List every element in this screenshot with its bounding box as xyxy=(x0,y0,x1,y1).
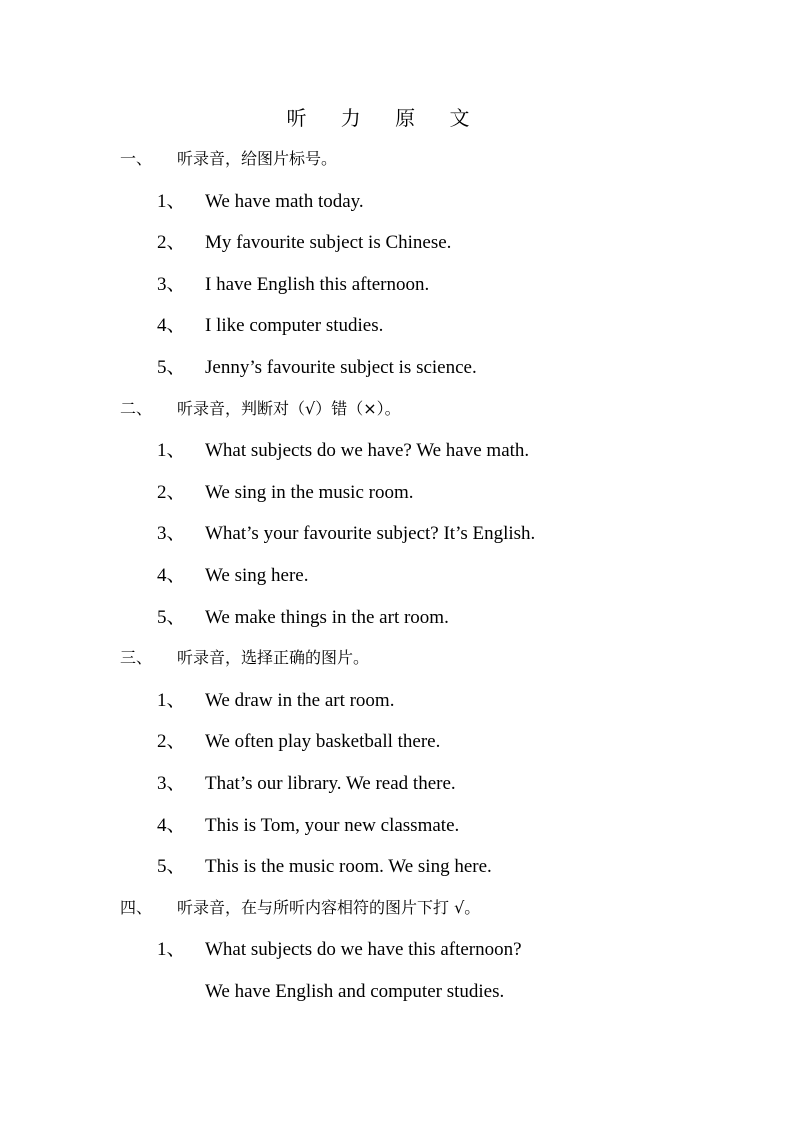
list-item xyxy=(157,314,383,338)
list-item xyxy=(157,356,477,380)
section-number: 三、 xyxy=(120,648,153,667)
item-number: 1、 xyxy=(157,191,186,212)
list-item xyxy=(157,689,394,713)
item-number: 4、 xyxy=(157,565,186,586)
item-number: 3、 xyxy=(157,773,186,794)
item-text: I like computer studies. xyxy=(205,315,384,336)
section-heading xyxy=(120,897,480,919)
section-heading xyxy=(120,148,337,170)
item-text: We sing here. xyxy=(205,565,309,586)
item-number: 5、 xyxy=(157,357,186,378)
item-number: 1、 xyxy=(157,690,186,711)
list-item xyxy=(157,938,522,962)
list-item xyxy=(157,190,364,214)
list-item xyxy=(157,522,535,546)
page-title: 听 力 原 文 xyxy=(286,106,484,130)
item-text: Jenny’s favourite subject is science. xyxy=(205,357,477,378)
section-instruction: 听录音，给图片标号。 xyxy=(177,149,338,168)
item-text: What subjects do we have this afternoon? xyxy=(205,939,522,960)
section-number: 二、 xyxy=(120,399,153,418)
section-heading xyxy=(120,647,369,669)
item-text: This is Tom, your new classmate. xyxy=(205,815,460,836)
item-number: 3、 xyxy=(157,523,186,544)
section-heading xyxy=(120,398,401,420)
item-number: 1、 xyxy=(157,939,186,960)
list-item xyxy=(157,439,529,463)
item-text: My favourite subject is Chinese. xyxy=(205,232,452,253)
item-text: I have English this afternoon. xyxy=(205,274,430,295)
item-continuation: We have English and computer studies. xyxy=(205,981,505,1002)
list-item xyxy=(157,855,492,879)
item-text: We often play basketball there. xyxy=(205,731,441,752)
item-text: We make things in the art room. xyxy=(205,607,449,628)
list-item xyxy=(157,772,456,796)
list-item xyxy=(157,730,440,754)
list-item xyxy=(157,231,451,255)
item-number: 2、 xyxy=(157,482,186,503)
item-number: 3、 xyxy=(157,274,186,295)
item-number: 1、 xyxy=(157,440,186,461)
item-text: We have math today. xyxy=(205,191,364,212)
item-text: What’s your favourite subject? It’s English. xyxy=(205,523,536,544)
section-number: 四、 xyxy=(120,898,153,917)
item-text: What subjects do we have? We have math. xyxy=(205,440,530,461)
item-number: 2、 xyxy=(157,731,186,752)
list-item xyxy=(157,814,459,838)
section-number: 一、 xyxy=(120,149,153,168)
list-item xyxy=(157,481,414,505)
section-instruction: 听录音，判断对（√）错（×）。 xyxy=(177,399,401,418)
list-item xyxy=(157,564,308,588)
section-instruction: 听录音，在与所听内容相符的图片下打 √。 xyxy=(177,898,481,917)
item-text: This is the music room. We sing here. xyxy=(205,856,492,877)
item-number: 4、 xyxy=(157,315,186,336)
section-instruction: 听录音，选择正确的图片。 xyxy=(177,648,370,667)
item-text: That’s our library. We read there. xyxy=(205,773,456,794)
item-number: 4、 xyxy=(157,815,186,836)
item-text: We sing in the music room. xyxy=(205,482,414,503)
item-number: 5、 xyxy=(157,607,186,628)
list-item xyxy=(157,273,429,297)
item-text: We draw in the art room. xyxy=(205,690,395,711)
list-item xyxy=(157,606,449,630)
item-number: 5、 xyxy=(157,856,186,877)
item-number: 2、 xyxy=(157,232,186,253)
